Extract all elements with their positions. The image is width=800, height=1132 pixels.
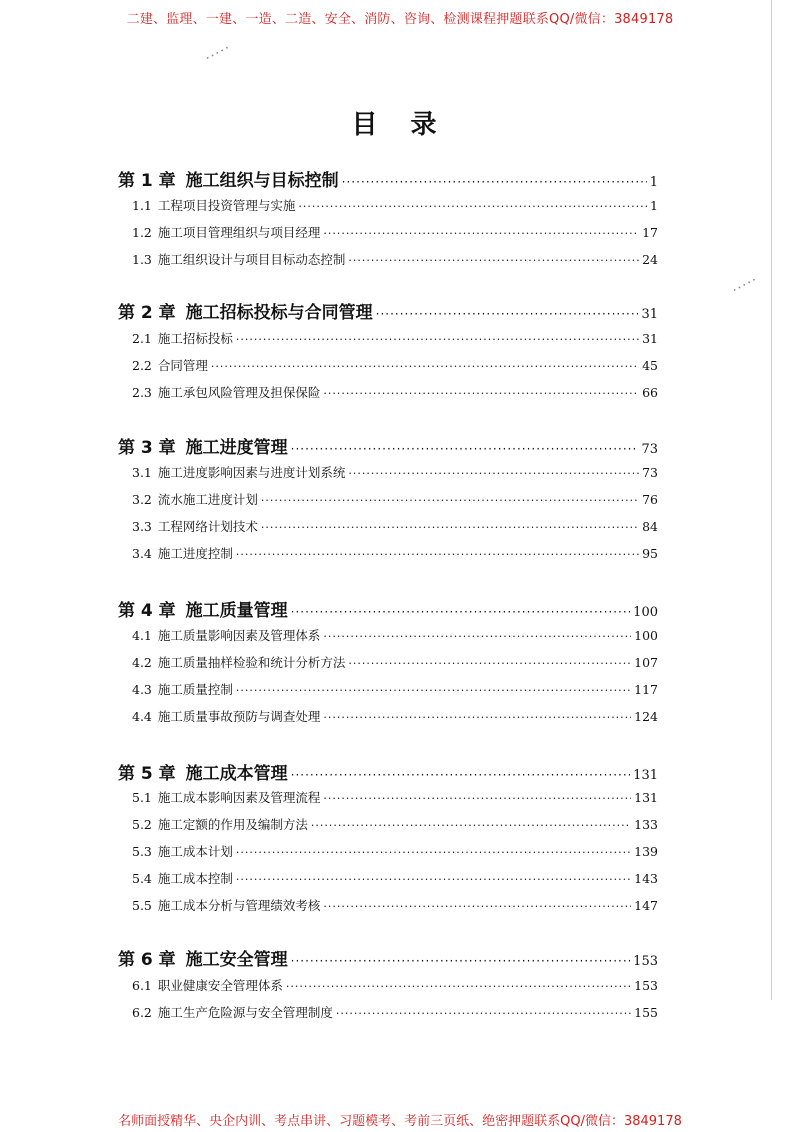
chapter-label: 第 4 章 施工质量管理 [118, 601, 288, 621]
dot-leader [348, 254, 639, 267]
toc-section-row[interactable] [132, 707, 658, 725]
section-label: 5.2 施工定额的作用及编制方法 [132, 817, 308, 832]
toc-chapter-row[interactable] [118, 433, 658, 458]
page-number: 84 [642, 519, 658, 534]
toc-section-row[interactable] [132, 1003, 658, 1021]
chapter-label: 第 1 章 施工组织与目标控制 [118, 171, 339, 191]
toc-chapter-row[interactable] [118, 298, 658, 323]
dot-leader [236, 684, 631, 697]
section-label: 2.3 施工承包风险管理及担保保险 [132, 385, 321, 400]
toc-section-row[interactable] [132, 490, 658, 508]
dot-leader [291, 954, 631, 968]
section-label: 6.1 职业健康安全管理体系 [132, 978, 283, 993]
section-label: 5.4 施工成本控制 [132, 871, 233, 886]
dot-leader [236, 548, 639, 561]
dot-leader [348, 467, 639, 480]
page-number: 100 [633, 605, 658, 620]
chapter-label: 第 5 章 施工成本管理 [118, 764, 288, 784]
dot-leader [286, 980, 631, 993]
toc-chapter-row[interactable] [118, 166, 658, 191]
dot-leader [323, 630, 631, 643]
chapter-label: 第 2 章 施工招标投标与合同管理 [118, 303, 373, 323]
page-number: 107 [634, 655, 658, 670]
page-number: 153 [634, 978, 658, 993]
page-number: 147 [634, 898, 658, 913]
dot-leader [311, 819, 631, 832]
page-number: 143 [634, 871, 658, 886]
dot-leader [236, 846, 631, 859]
toc-section-row[interactable] [132, 196, 658, 214]
page-number: 66 [642, 385, 658, 400]
page-number: 24 [642, 252, 658, 267]
toc-section-row[interactable] [132, 356, 658, 374]
section-label: 6.2 施工生产危险源与安全管理制度 [132, 1005, 333, 1020]
scan-stamp-mark: • • • • • [731, 276, 758, 295]
page-title: 目 录 [351, 110, 449, 140]
dot-leader [261, 494, 639, 507]
toc-chapter-row[interactable] [118, 945, 658, 970]
dot-leader [323, 900, 631, 913]
dot-leader [348, 657, 631, 670]
toc-section-row[interactable] [132, 626, 658, 644]
page-number: 76 [642, 492, 658, 507]
section-label: 1.1 工程项目投资管理与实施 [132, 198, 296, 213]
page-number: 73 [642, 465, 658, 480]
toc-section-row[interactable] [132, 815, 658, 833]
toc-section-row[interactable] [132, 842, 658, 860]
toc-chapter-row[interactable] [118, 759, 658, 784]
page-number: 45 [642, 358, 658, 373]
section-label: 5.3 施工成本计划 [132, 844, 233, 859]
section-label: 5.1 施工成本影响因素及管理流程 [132, 790, 321, 805]
toc-section-row[interactable] [132, 517, 658, 535]
dot-leader [342, 175, 647, 189]
toc-section-row[interactable] [132, 653, 658, 671]
section-label: 4.4 施工质量事故预防与调查处理 [132, 709, 321, 724]
toc-section-row[interactable] [132, 329, 658, 347]
section-label: 1.2 施工项目管理组织与项目经理 [132, 225, 321, 240]
dot-leader [376, 307, 639, 321]
dot-leader [236, 333, 639, 346]
page-number: 1 [650, 198, 658, 213]
section-label: 4.1 施工质量影响因素及管理体系 [132, 628, 321, 643]
dot-leader [323, 227, 639, 240]
section-label: 3.3 工程网络计划技术 [132, 519, 258, 534]
page-number: 133 [634, 817, 658, 832]
page-number: 117 [634, 682, 658, 697]
page-number: 124 [634, 709, 658, 724]
toc-section-row[interactable] [132, 383, 658, 401]
dot-leader [323, 792, 631, 805]
toc-section-row[interactable] [132, 680, 658, 698]
section-label: 2.1 施工招标投标 [132, 331, 233, 346]
dot-leader [236, 873, 631, 886]
page-number: 17 [642, 225, 658, 240]
page-number: 100 [634, 628, 658, 643]
dot-leader [336, 1007, 631, 1020]
page-number: 131 [634, 790, 658, 805]
toc-section-row[interactable] [132, 976, 658, 994]
section-label: 3.4 施工进度控制 [132, 546, 233, 561]
page-number: 131 [633, 768, 658, 783]
page-number: 95 [642, 546, 658, 561]
page-number: 73 [641, 442, 658, 457]
scan-stamp-mark: • • • • • [204, 44, 231, 63]
scan-edge-line [771, 0, 772, 1000]
page-number: 153 [633, 954, 658, 969]
dot-leader [323, 711, 631, 724]
page-number: 31 [642, 331, 658, 346]
header-banner: 二建、监理、一建、一造、二造、安全、消防、咨询、检测课程押题联系QQ/微信：3849178 [126, 12, 674, 27]
page-number: 139 [634, 844, 658, 859]
toc-section-row[interactable] [132, 544, 658, 562]
dot-leader [298, 200, 647, 213]
section-label: 1.3 施工组织设计与项目目标动态控制 [132, 252, 346, 267]
dot-leader [291, 442, 639, 456]
toc-section-row[interactable] [132, 463, 658, 481]
dot-leader [323, 387, 639, 400]
dot-leader [291, 605, 631, 619]
dot-leader [211, 360, 639, 373]
footer-banner: 名师面授精华、央企内训、考点串讲、习题模考、考前三页纸、绝密押题联系QQ/微信：3849178 [118, 1114, 682, 1129]
page-number: 31 [641, 307, 658, 322]
toc-section-row[interactable] [132, 896, 658, 914]
chapter-label: 第 3 章 施工进度管理 [118, 438, 288, 458]
toc-section-row[interactable] [132, 869, 658, 887]
page-number: 155 [634, 1005, 658, 1020]
toc-section-row[interactable] [132, 223, 658, 241]
section-label: 2.2 合同管理 [132, 358, 208, 373]
section-label: 3.2 流水施工进度计划 [132, 492, 258, 507]
section-label: 3.1 施工进度影响因素与进度计划系统 [132, 465, 346, 480]
toc-section-row[interactable] [132, 788, 658, 806]
section-label: 5.5 施工成本分析与管理绩效考核 [132, 898, 321, 913]
dot-leader [261, 521, 639, 534]
section-label: 4.2 施工质量抽样检验和统计分析方法 [132, 655, 346, 670]
chapter-label: 第 6 章 施工安全管理 [118, 950, 288, 970]
toc-chapter-row[interactable] [118, 596, 658, 621]
toc-section-row[interactable] [132, 250, 658, 268]
section-label: 4.3 施工质量控制 [132, 682, 233, 697]
page-number: 1 [649, 175, 658, 190]
dot-leader [291, 768, 631, 782]
